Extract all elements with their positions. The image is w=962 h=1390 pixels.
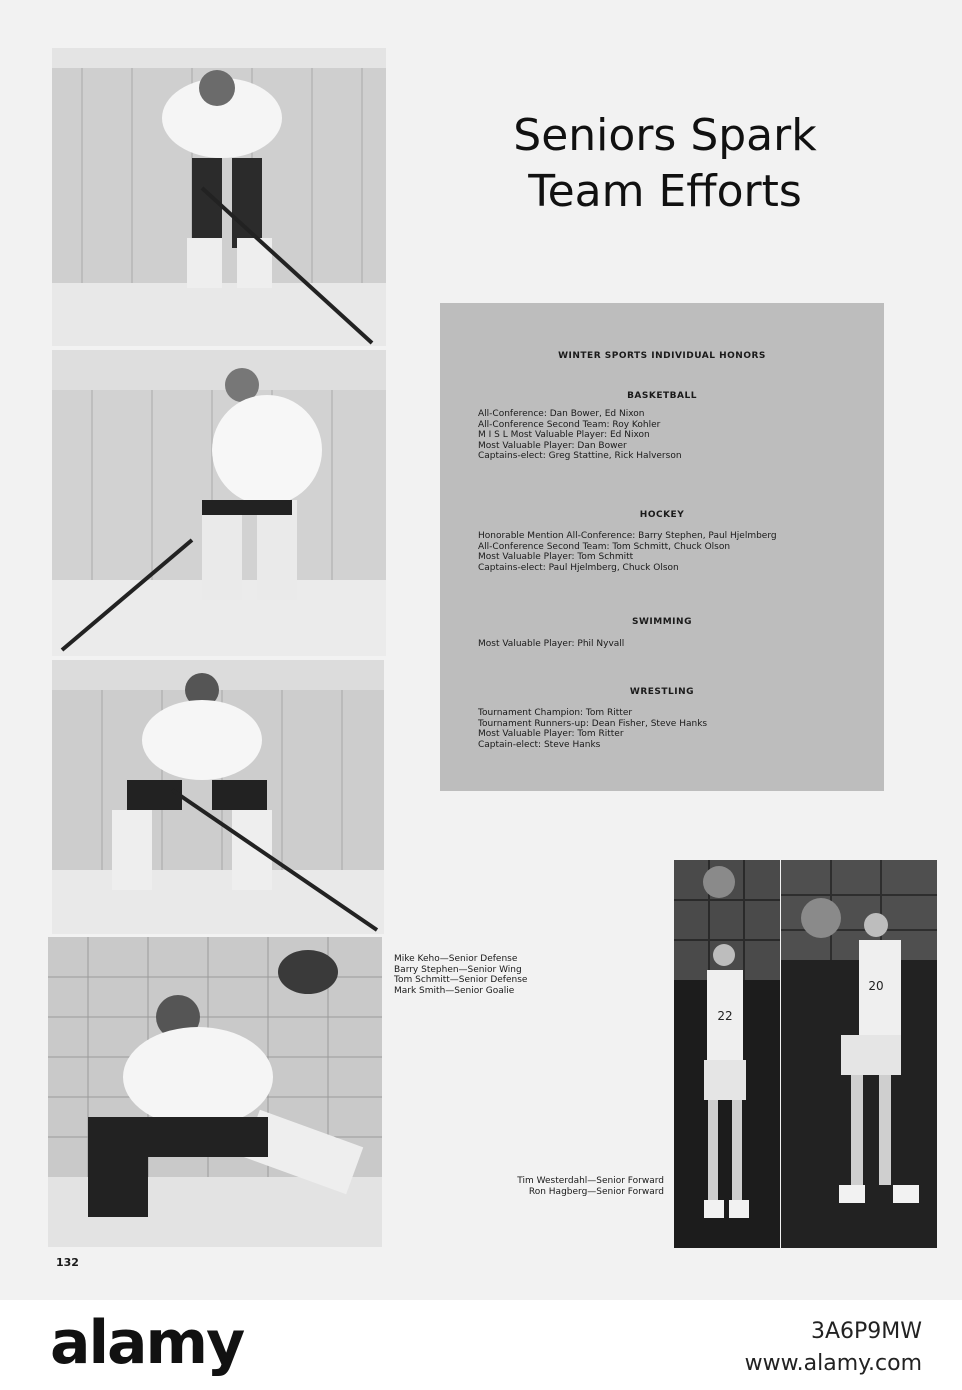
basketball-photo-westerdahl bbox=[674, 860, 780, 1248]
honor-line: All-Conference Second Team: Tom Schmitt, Chuck Olson bbox=[478, 541, 731, 552]
honors-heading: WINTER SPORTS INDIVIDUAL HONORS bbox=[558, 351, 766, 361]
hockey-photo-keho bbox=[52, 48, 386, 346]
page-title bbox=[440, 108, 890, 220]
hockey-photo-stephen bbox=[52, 350, 386, 656]
caption-line: Ron Hagberg—Senior Forward bbox=[528, 1186, 664, 1197]
title-line-1: Seniors Spark bbox=[513, 110, 817, 161]
honors-section-heading: BASKETBALL bbox=[627, 391, 697, 401]
honor-line: Most Valuable Player: Phil Nyvall bbox=[478, 639, 625, 649]
honor-line: All-Conference: Dan Bower, Ed Nixon bbox=[478, 409, 645, 419]
image-id: 3A6P9MW bbox=[810, 1319, 922, 1344]
honors-section-heading: SWIMMING bbox=[632, 617, 692, 627]
caption-line: Tom Schmitt—Senior Defense bbox=[394, 975, 528, 985]
honors-section-heading: WRESTLING bbox=[629, 687, 695, 697]
hockey-caption bbox=[394, 954, 527, 996]
basketball-caption bbox=[490, 1176, 664, 1197]
hockey-photo-schmitt bbox=[52, 660, 384, 934]
caption-line: Mike Keho—Senior Defense bbox=[394, 954, 518, 964]
jersey-number-20: 20 bbox=[868, 979, 884, 993]
caption-line: Barry Stephen—Senior Wing bbox=[394, 964, 522, 975]
basketball-honors bbox=[478, 409, 682, 462]
title-line-2: Team Efforts bbox=[528, 166, 802, 217]
caption-line: Tim Westerdahl—Senior Forward bbox=[517, 1176, 664, 1186]
basketball-photo-hagberg bbox=[781, 860, 937, 1248]
winter-honors-box bbox=[440, 303, 884, 791]
caption-line: Mark Smith—Senior Goalie bbox=[394, 985, 515, 996]
honor-line: Honorable Mention All-Conference: Barry Stephen, Paul Hjelmberg bbox=[478, 531, 777, 541]
honor-line: Most Valuable Player: Tom Schmitt bbox=[478, 552, 634, 562]
honor-line: Captains-elect: Greg Stattine, Rick Halverson bbox=[478, 451, 682, 461]
page-number: 132 bbox=[56, 1256, 79, 1269]
hockey-honors bbox=[478, 531, 777, 573]
honors-section-heading: HOCKEY bbox=[639, 510, 685, 520]
honor-line: M I S L Most Valuable Player: Ed Nixon bbox=[478, 430, 650, 440]
alamy-logo: alamy bbox=[50, 1308, 244, 1378]
honor-line: Most Valuable Player: Tom Ritter bbox=[478, 729, 624, 739]
honor-line: Captain-elect: Steve Hanks bbox=[478, 739, 601, 750]
honor-line: Tournament Champion: Tom Ritter bbox=[478, 708, 633, 718]
honor-line: Most Valuable Player: Dan Bower bbox=[478, 440, 627, 451]
honor-line: Tournament Runners-up: Dean Fisher, Steve Hanks bbox=[478, 718, 708, 729]
jersey-number-22: 22 bbox=[717, 1009, 733, 1023]
hockey-photo-goalie bbox=[48, 937, 382, 1247]
site-url: www.alamy.com bbox=[744, 1351, 922, 1376]
honor-line: All-Conference Second Team: Roy Kohler bbox=[478, 419, 661, 430]
swimming-honors bbox=[478, 639, 624, 650]
wrestling-honors bbox=[478, 708, 707, 750]
image-id-block bbox=[745, 1316, 922, 1380]
honor-line: Captains-elect: Paul Hjelmberg, Chuck Olson bbox=[478, 562, 679, 573]
